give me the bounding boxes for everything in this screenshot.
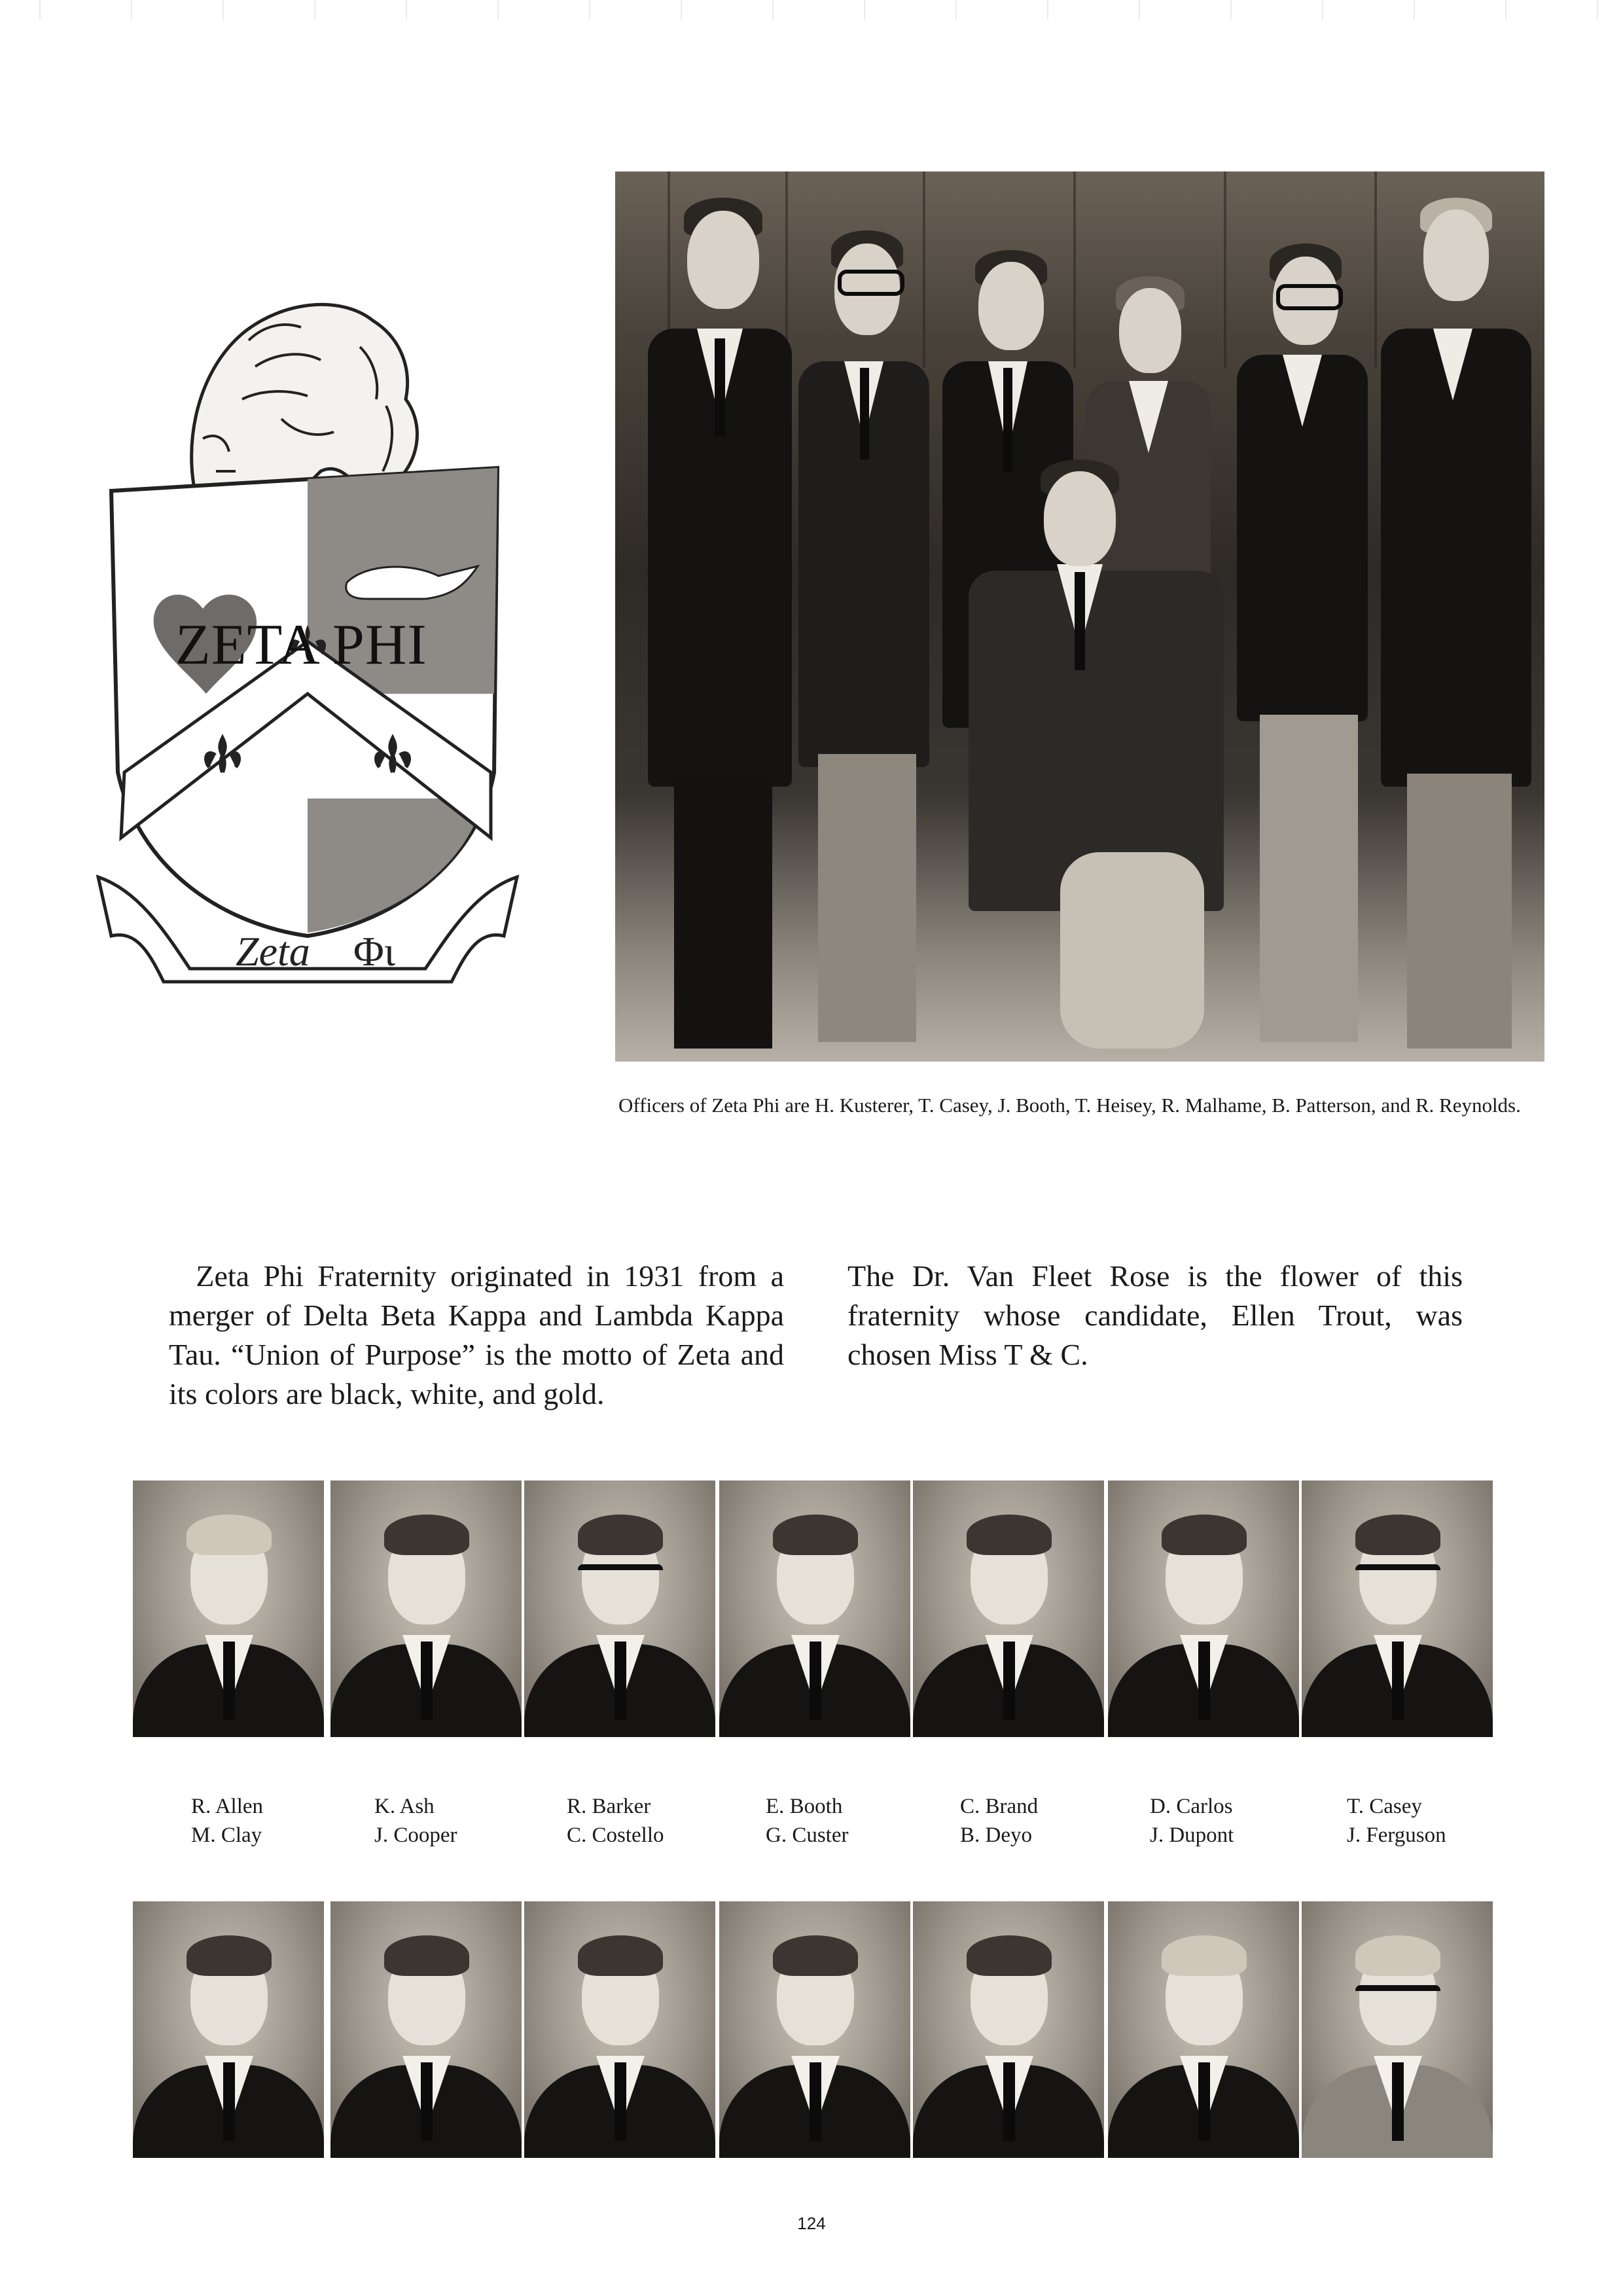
officers-caption: Officers of Zeta Phi are H. Kusterer, T. Casey, J. Booth, T. Heisey, R. Malhame, B. Patterson, and R. Reynolds. <box>618 1094 1521 1117</box>
member-portrait <box>719 1480 910 1737</box>
member-name-top: R. Barker <box>567 1795 651 1818</box>
member-portrait <box>1108 1480 1299 1737</box>
member-name-top: T. Casey <box>1347 1795 1422 1818</box>
member-portrait <box>133 1901 324 2158</box>
member-name-bottom: B. Deyo <box>960 1823 1032 1847</box>
member-names <box>1150 1792 1340 1850</box>
body-text-left: Zeta Phi Fraternity originated in 1931 from a merger of Delta Beta Kappa and Lambda Kappa Tau. “Union of Purpose” is the motto of Zeta and its colors are black, white, and gold. <box>169 1259 784 1410</box>
member-portrait <box>133 1480 324 1737</box>
crest-banner-left: Zeta <box>236 928 310 975</box>
member-name-top: R. Allen <box>191 1795 264 1818</box>
member-portrait <box>913 1480 1104 1737</box>
member-portrait <box>330 1901 522 2158</box>
member-name-top: K. Ash <box>374 1795 435 1818</box>
member-portrait <box>1108 1901 1299 2158</box>
member-portrait <box>719 1901 910 2158</box>
member-portrait <box>330 1480 522 1737</box>
member-name-bottom: J. Cooper <box>374 1823 457 1847</box>
member-name-bottom: M. Clay <box>191 1823 262 1847</box>
scan-edge-noise <box>0 0 1623 20</box>
member-name-top: E. Booth <box>766 1795 843 1818</box>
officer-figure <box>785 230 942 1062</box>
member-names <box>960 1792 1150 1850</box>
officers-group-photo <box>615 171 1544 1062</box>
member-portrait <box>1302 1901 1493 2158</box>
member-names <box>567 1792 757 1850</box>
member-name-bottom: J. Ferguson <box>1347 1823 1446 1847</box>
officer-figure <box>1368 198 1544 1062</box>
member-name-bottom: J. Dupont <box>1150 1823 1234 1847</box>
crest-overlay-label: ZETA PHI <box>175 613 427 677</box>
member-portrait <box>913 1901 1104 2158</box>
crest-banner-right: Φι <box>353 928 395 975</box>
member-name-top: C. Brand <box>960 1795 1039 1818</box>
member-names <box>766 1792 955 1850</box>
member-name-top: D. Carlos <box>1150 1795 1233 1818</box>
member-names <box>191 1792 381 1850</box>
body-text-right: The Dr. Van Fleet Rose is the flower of this fraternity whose candidate, Ellen Trout, was chosen Miss T & C. <box>847 1259 1463 1371</box>
officer-figure <box>635 198 805 1062</box>
member-portrait <box>524 1480 715 1737</box>
member-name-bottom: G. Custer <box>766 1823 849 1847</box>
member-name-bottom: C. Costello <box>567 1823 664 1847</box>
member-portrait <box>1302 1480 1493 1737</box>
page-number: 124 <box>797 2214 826 2233</box>
member-names <box>374 1792 564 1850</box>
officer-figure-kneeling <box>942 459 1257 1062</box>
member-names <box>1347 1792 1537 1850</box>
member-portrait <box>524 1901 715 2158</box>
